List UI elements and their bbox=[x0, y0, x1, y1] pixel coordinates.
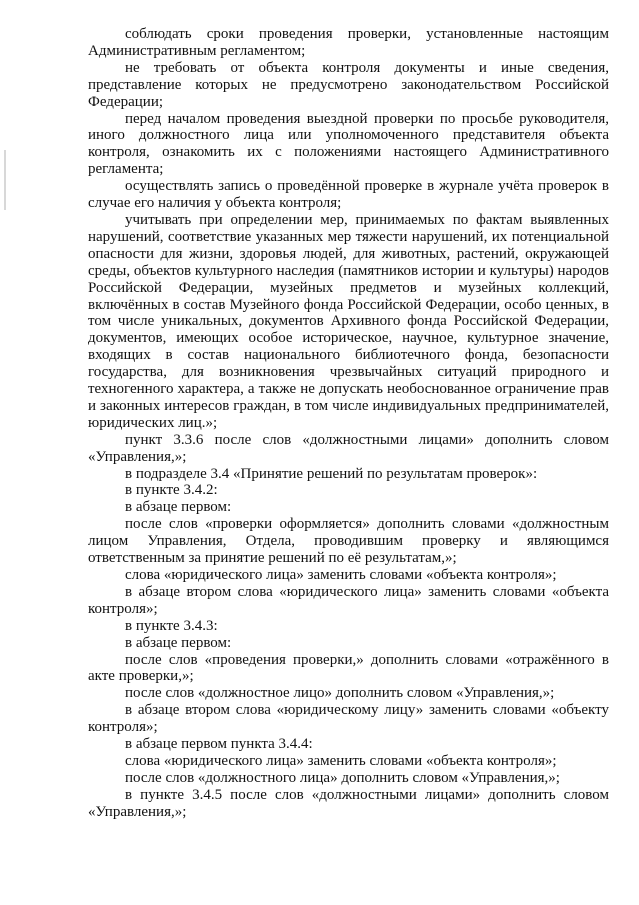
paragraph-item-3-3-6: пункт 3.3.6 после слов «должностными лицами» дополнить словом «Управления,»; bbox=[88, 431, 609, 465]
paragraph-replace-legal-entity-b: слова «юридического лица» заменить словами «объекта контроля»; bbox=[125, 752, 557, 769]
paragraph-deadlines: соблюдать сроки проведения проверки, установленные настоящим Административным регламентом; bbox=[88, 26, 609, 59]
paragraph-no-extra-documents: не требовать от объекта контроля документы и иные сведения, представление которых не предусмотрено законодательством Российской Федерации; bbox=[88, 59, 609, 110]
paragraph-introduce-regulation: перед началом проведения выездной проверки по просьбе руководителя, иного должностного лица или уполномоченного представителя объекта контроля, ознакомить их с положениями настоящего Административного регламента; bbox=[88, 110, 609, 178]
paragraph-item-3-4-3: в пункте 3.4.3: bbox=[125, 617, 218, 634]
paragraph-after-formalized: после слов «проверки оформляется» дополнить словами «должностным лицом Управления, Отдела, проводившим проверку и являющимся ответственным за принятие решений по её результатам,»; bbox=[88, 516, 609, 567]
paragraph-first-clause-b: в абзаце первом: bbox=[125, 634, 232, 651]
paragraph-item-3-4-2: в пункте 3.4.2: bbox=[125, 482, 218, 499]
paragraph-measures: учитывать при определении мер, принимаемых по фактам выявленных нарушений, соответствие указанных мер тяжести нарушений, их потенциальной опасности для жизни, здоровья людей, для животных, растений, окружающей среды, объектов культурного наследия (памятников истории и культуры) народов Российской Федерации, музейных предметов и музейных коллекций, включённых в состав Музейного фонда Российской Федерации, особо ценных, в том числе уникальных, документов Архивного фонда Российской Федерации, документов, имеющих особое историческое, научное, культурное значение, входящих в состав национального библиотечного фонда, безопасности государства, для возникновения чрезвычайных ситуаций природного и техногенного характера, а также не допускать необоснованное ограничение прав и законных интересов граждан, в том числе индивидуальных предпринимателей, юридических лиц.»; bbox=[88, 211, 609, 431]
paragraph-after-official-person: после слов «должностного лица» дополнить словом «Управления,»; bbox=[125, 769, 560, 786]
paragraph-after-official: после слов «должностное лицо» дополнить словом «Управления,»; bbox=[125, 685, 555, 702]
document-page bbox=[88, 26, 609, 821]
paragraph-item-3-4-4: в абзаце первом пункта 3.4.4: bbox=[125, 736, 313, 753]
paragraph-replace-legal-entity-a: слова «юридического лица» заменить словами «объекта контроля»; bbox=[125, 567, 557, 583]
paragraph-second-clause-a: в абзаце втором слова «юридического лица» заменить словами «объекта контроля»; bbox=[88, 583, 609, 617]
paragraph-inspection-log: осуществлять запись о проведённой проверке в журнале учёта проверок в случае его наличия у объекта контроля; bbox=[88, 178, 609, 212]
scan-edge-mark bbox=[4, 150, 6, 210]
paragraph-after-inspection: после слов «проведения проверки,» дополнить словами «отражённого в акте проверки,»; bbox=[88, 651, 609, 685]
paragraph-first-clause-a: в абзаце первом: bbox=[125, 499, 232, 516]
paragraph-subsection-3-4: в подразделе 3.4 «Принятие решений по результатам проверок»: bbox=[125, 465, 538, 482]
paragraph-item-3-4-5: в пункте 3.4.5 после слов «должностными лицами» дополнить словом «Управления,»; bbox=[88, 786, 609, 820]
paragraph-second-clause-b: в абзаце втором слова «юридическому лицу» заменить словами «объекту контроля»; bbox=[88, 702, 609, 736]
